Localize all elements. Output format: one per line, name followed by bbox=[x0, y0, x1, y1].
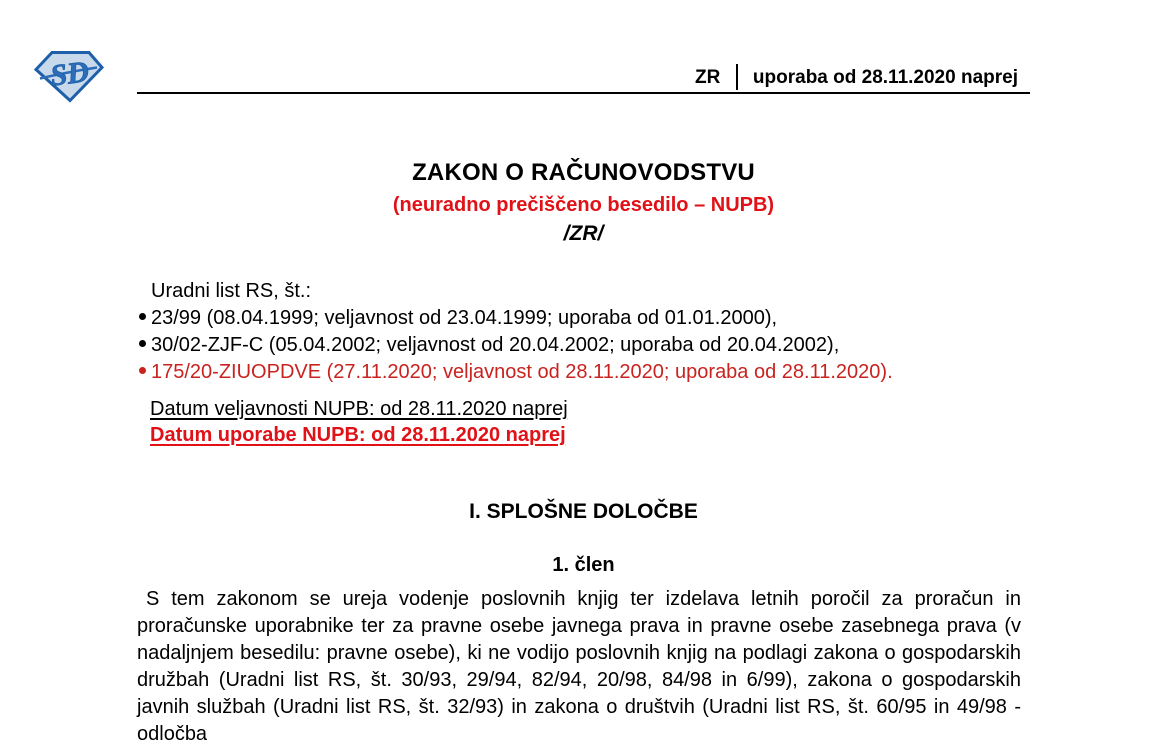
gazette-list bbox=[139, 305, 893, 386]
gazette-label: Uradni list RS, št.: bbox=[151, 280, 312, 302]
page-header bbox=[137, 64, 1030, 94]
document-short-code: /ZR/ bbox=[563, 222, 604, 245]
sd-shield-logo bbox=[33, 48, 105, 103]
gazette-item-highlighted bbox=[139, 359, 893, 386]
gazette-item-text: 175/20-ZIUOPDVE (27.11.2020; veljavnost od 28.11.2020; uporaba od 28.11.2020). bbox=[151, 361, 893, 383]
article-heading: 1. člen bbox=[552, 554, 615, 576]
logo-letters: SD bbox=[48, 55, 91, 93]
doc-code-label: ZR bbox=[695, 67, 721, 88]
bullet-icon bbox=[139, 313, 146, 320]
bullet-icon bbox=[139, 340, 146, 347]
sd-shield-icon bbox=[33, 48, 105, 103]
nupb-usage-date: Datum uporabe NUPB: od 28.11.2020 naprej bbox=[150, 424, 566, 446]
nupb-validity-date: Datum veljavnosti NUPB: od 28.11.2020 naprej bbox=[150, 398, 568, 420]
article-body-text: S tem zakonom se ureja vodenje poslovnih knjig ter izdelava letnih poročil za proračun in proračunske uporabnike ter za pravne osebe javnega prava in pravne osebe zasebnega prava (v nadaljnjem besedilu: pravne osebe), ki ne vodijo poslovnih knjig na podlagi zakona o gospodarskih družbah (Uradni list RS, št. 30/93, 29/94, 82/94, 20/98, 84/98 in 6/99), zakona o gospodarskih javnih službah (Uradni list RS, št. 32/93) in zakona o društvih (Uradni list RS, št. 60/95 in 49/98 - odločba bbox=[137, 588, 1021, 743]
bullet-icon bbox=[139, 367, 146, 374]
header-separator bbox=[736, 64, 738, 90]
document-title: ZAKON O RAČUNOVODSTVU bbox=[412, 159, 755, 186]
gazette-item-text: 30/02-ZJF-C (05.04.2002; veljavnost od 20.04.2002; uporaba od 20.04.2002), bbox=[151, 334, 840, 356]
header-validity-text: uporaba od 28.11.2020 naprej bbox=[752, 67, 1018, 88]
chapter-heading: I. SPLOŠNE DOLOČBE bbox=[469, 500, 698, 523]
gazette-item-text: 23/99 (08.04.1999; veljavnost od 23.04.1999; uporaba od 01.01.2000), bbox=[151, 307, 778, 329]
gazette-item bbox=[139, 305, 893, 332]
gazette-item bbox=[139, 332, 893, 359]
document-subtitle: (neuradno prečiščeno besedilo – NUPB) bbox=[392, 194, 775, 216]
